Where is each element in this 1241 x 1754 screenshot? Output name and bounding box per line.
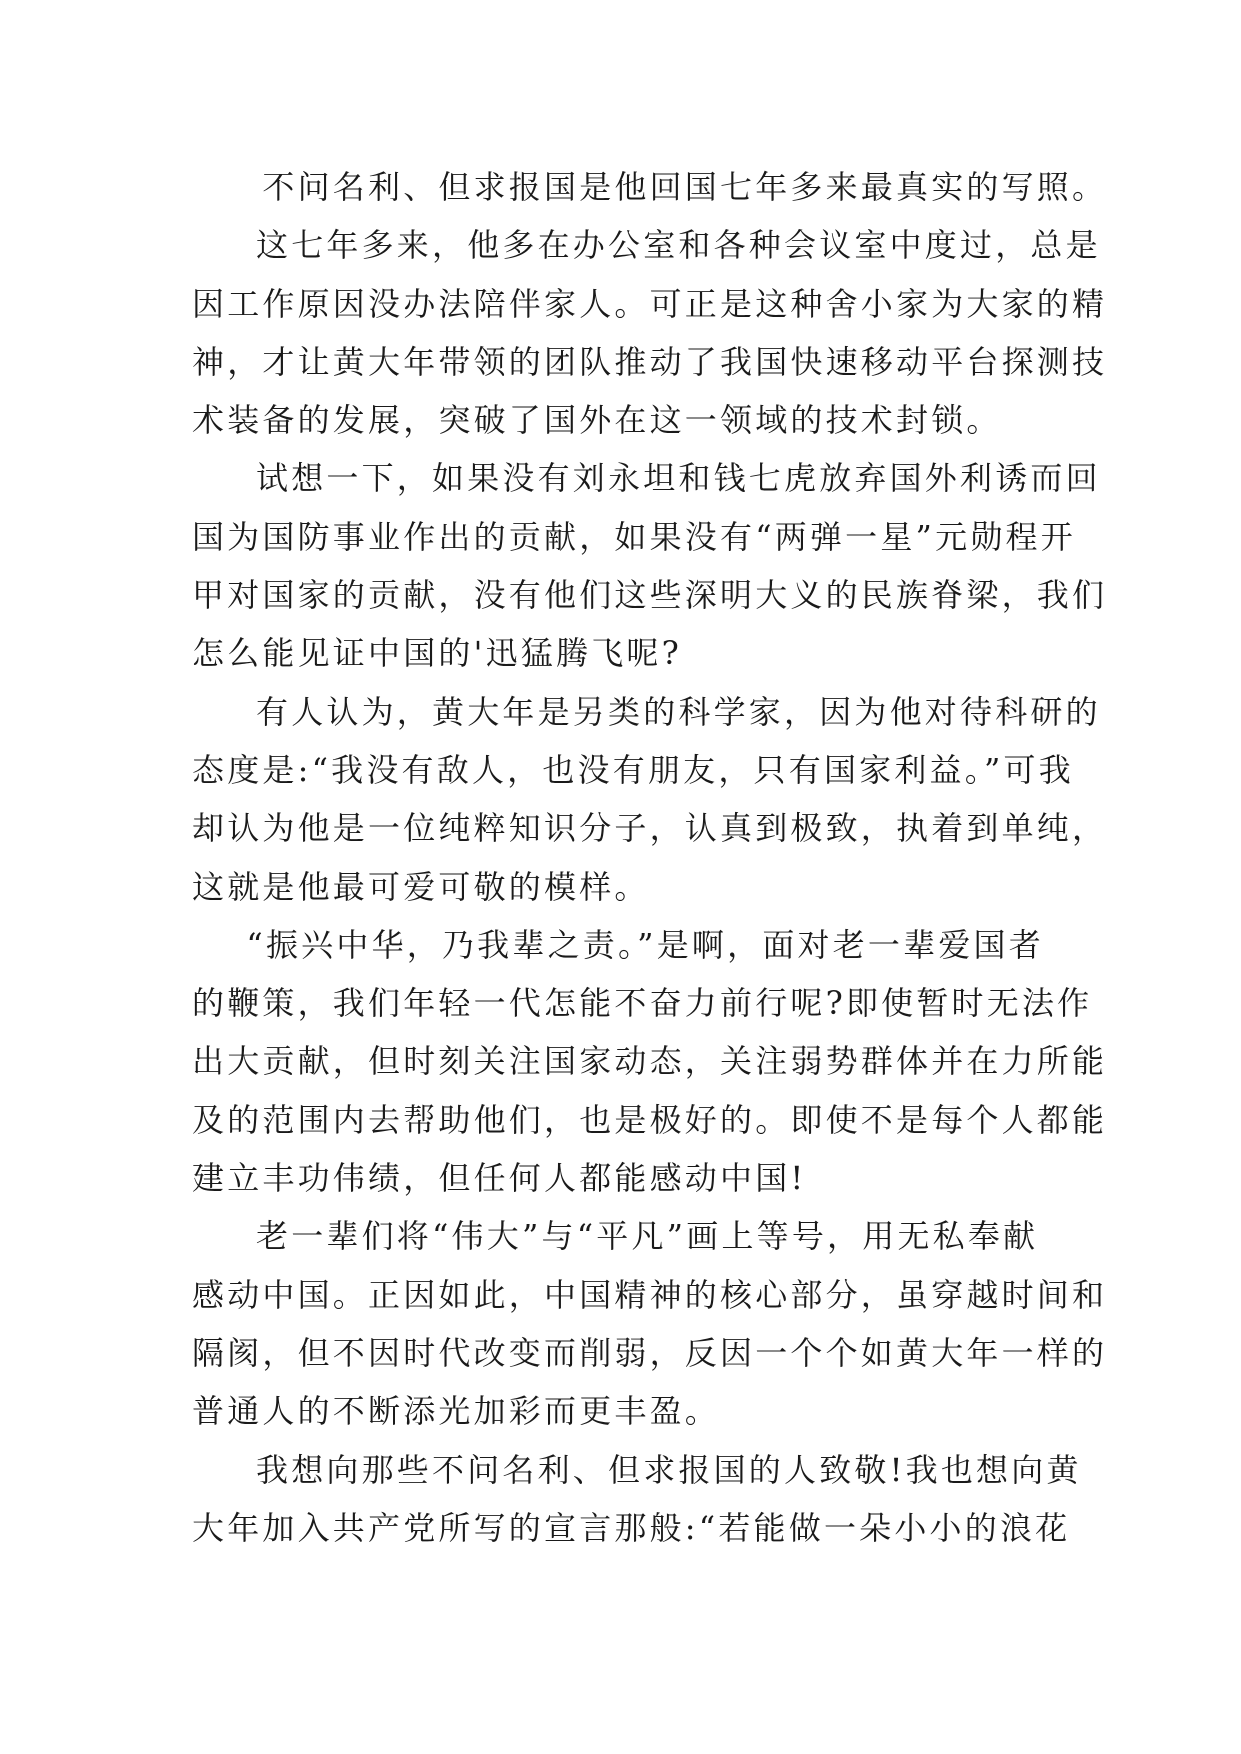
paragraph-3 — [192, 449, 1108, 682]
text-line: 怎么能见证中国的'迅猛腾飞呢? — [192, 634, 682, 673]
text-line: 却认为他是一位纯粹知识分子，认真到极致，执着到单纯， — [192, 809, 1108, 848]
text-line: 建立丰功伟绩，但任何人都能感动中国! — [192, 1159, 807, 1198]
paragraph-6 — [192, 1207, 1108, 1440]
text-line: 因工作原因没办法陪伴家人。可正是这种舍小家为大家的精 — [192, 284, 1108, 323]
text-line: 隔阂，但不因时代改变而削弱，反因一个个如黄大年一样的 — [192, 1333, 1108, 1372]
text-line: 大年加入共产党所写的宣言那般:“若能做一朵小小的浪花 — [192, 1508, 1071, 1547]
text-line: 试想一下，如果没有刘永坦和钱七虎放弃国外利诱而回 — [256, 459, 1101, 498]
paragraph-4 — [192, 683, 1108, 916]
text-line: 国为国防事业作出的贡献，如果没有“两弹一星”元勋程开 — [192, 517, 1076, 556]
text-line: 及的范围内去帮助他们，也是极好的。即使不是每个人都能 — [192, 1100, 1108, 1139]
text-line: 术装备的发展，突破了国外在这一领域的技术封锁。 — [192, 401, 1002, 440]
document-body — [192, 158, 1108, 1557]
text-line: 这七年多来，他多在办公室和各种会议室中度过，总是 — [256, 226, 1101, 265]
text-line: 我想向那些不问名利、但求报国的人致敬!我也想向黄 — [256, 1450, 1082, 1489]
text-line: “振兴中华，乃我辈之责。”是啊，面对老一辈爱国者 — [246, 925, 1044, 964]
text-line: 老一辈们将“伟大”与“平凡”画上等号，用无私奉献 — [256, 1217, 1039, 1256]
text-line: 普通人的不断添光加彩而更丰盈。 — [192, 1392, 721, 1431]
paragraph-2 — [192, 216, 1108, 449]
text-line: 态度是:“我没有敌人，也没有朋友，只有国家利益。”可我 — [192, 750, 1074, 789]
text-line: 有人认为，黄大年是另类的科学家，因为他对待科研的 — [256, 692, 1101, 731]
text-line: 神，才让黄大年带领的团队推动了我国快速移动平台探测技 — [192, 342, 1108, 381]
text-line: 不问名利、但求报国是他回国七年多来最真实的写照。 — [262, 168, 1108, 206]
text-line: 出大贡献，但时刻关注国家动态，关注弱势群体并在力所能 — [192, 1042, 1108, 1081]
paragraph-7 — [192, 1441, 1082, 1558]
text-line: 感动中国。正因如此，中国精神的核心部分，虽穿越时间和 — [192, 1275, 1108, 1314]
text-line: 的鞭策，我们年轻一代怎能不奋力前行呢?即使暂时无法作 — [192, 984, 1093, 1023]
text-line: 这就是他最可爱可敬的模样。 — [192, 867, 650, 906]
paragraph-1 — [192, 158, 1108, 216]
text-line: 甲对国家的贡献，没有他们这些深明大义的民族脊梁，我们 — [192, 576, 1108, 615]
paragraph-5 — [192, 916, 1108, 1207]
